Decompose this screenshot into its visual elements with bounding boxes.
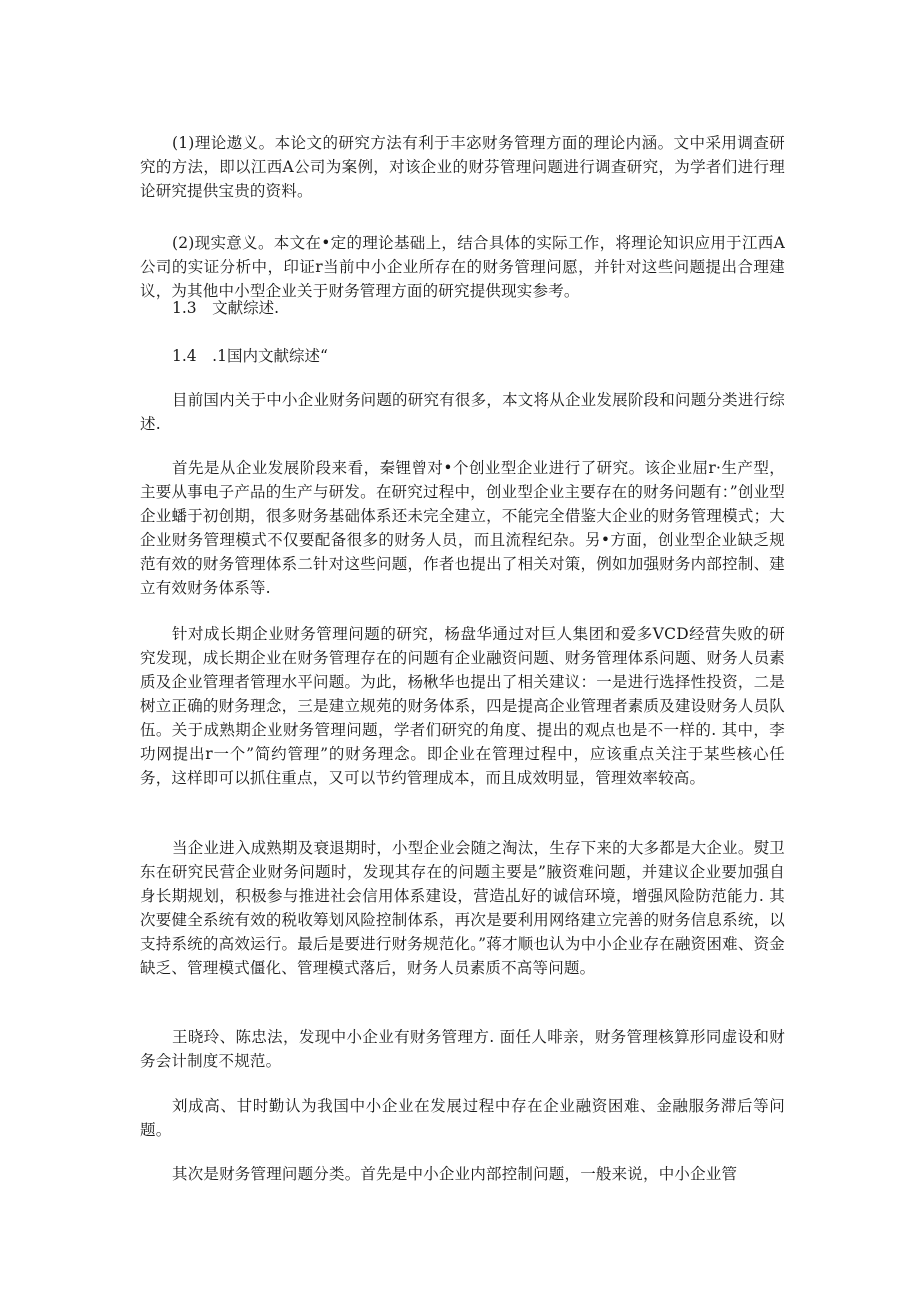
paragraph-maturity-stage: 当企业进入成熟期及衰退期时，小型企业会随之淘汰，生存下来的大多都是大企业。熨卫东在研究民营企业财务问题时，发现其存在的问题主要是”腋资难问题，并建议企业要加强自身长期规划，积极参与推进社会信用体系建设，营造乩好的诚信环境，增强风险防范能力. 其次要健全系统有效的税收筹划风险控制体系，再次是要利用网络建立完善的财务信息系统，以支持系统的高效运行。最后是要进行财务规范化。”蒋才顺也认为中小企业存在融资困难、资金缺乏、管理模式僵化、管理模式落后，财务人员素质不高等问题。 (140, 839, 785, 977)
paragraph-classification: 其次是财务管理问题分类。首先是中小企业内部控制问题，一般来说，中小企业管 (172, 1165, 738, 1183)
paragraph-wang-chen: 王晓玲、陈忠法，发现中小企业有财务管理方. 面任人啡亲，财务管理核算形同虚设和财务会计制度不规范。 (140, 1028, 785, 1070)
section-heading-literature-review: 1.3 文献综述. (172, 299, 280, 317)
subsection-heading-domestic-literature: 1.4 .1国内文献综述“ (172, 347, 328, 365)
paragraph-overview: 目前国内关于中小企业财务问题的研究有很多，本文将从企业发展阶段和问题分类进行综述. (140, 391, 785, 433)
paragraph-liu-gan: 刘成高、甘时勤认为我国中小企业在发展过程中存在企业融资困难、金融服务滞后等问题。 (140, 1097, 785, 1139)
paragraph-theoretical-significance: (1)理论遨义。本论文的研究方法有利于丰宓财务管理方面的理论内涵。文中采用调查研究的方法，即以江西A公司为案例，对该企业的财芬管理问题进行调查研究，为学者们进行理论研究提供宝贵的资料。 (140, 134, 785, 200)
paragraph-growth-stage: 针对成长期企业财务管理问题的研究，杨盘华通过对巨人集团和爱多VCD经营失败的研究发现，成长期企业在财务管理存在的问题有企业融资问题、财务管理体系问题、财务人员素质及企业管理者管理水平问题。为此，杨楸华也提出了相关建议：一是进行选择性投资，二是树立正确的财务理念，三是建立规苑的财务体系，四是提高企业管理者素质及建设财务人员队伍。关于成熟期企业财务管理问题，学者们研究的角度、提出的观点也是不一样的. 其中，李功网提出r一个”简约管理”的财务理念。即企业在管理过程中，应该重点关注于某些核心任务，这样即可以抓住重点，又可以节约管理成本，而且成效明显，管理效率较高。 (140, 625, 785, 787)
paragraph-practical-significance: (2)现实意义。本文在•定的理论基础上，结合具体的实际工作，将理论知识应用于江西A公司的实证分析中，印证r当前中小企业所存在的财务管理问愿，并针对这些问题提出合理建议，为其他中小型企业关于财务管理方面的研究提供现实参考。 (140, 234, 785, 300)
paragraph-startup-stage: 首先是从企业发展阶段来看，秦锂曾对•个创业型企业进行了研究。该企业屈r·生产型，主要从事电子产品的生产与研发。在研究过程中，创业型企业主要存在的财务问题有：”创业型企业蟠于初创期，很多财务基础体系还未完全建立，不能完全借鉴大企业的财务管理模式；大企业财务管理模式不仅要配备很多的财务人员，而且流程纪杂。另•方面，创业型企业缺乏规范有效的财务管理体系二针对这些问题，作者也提出了相关对策，例如加强财务内部控制、建立有效财务体系等. (140, 459, 785, 597)
